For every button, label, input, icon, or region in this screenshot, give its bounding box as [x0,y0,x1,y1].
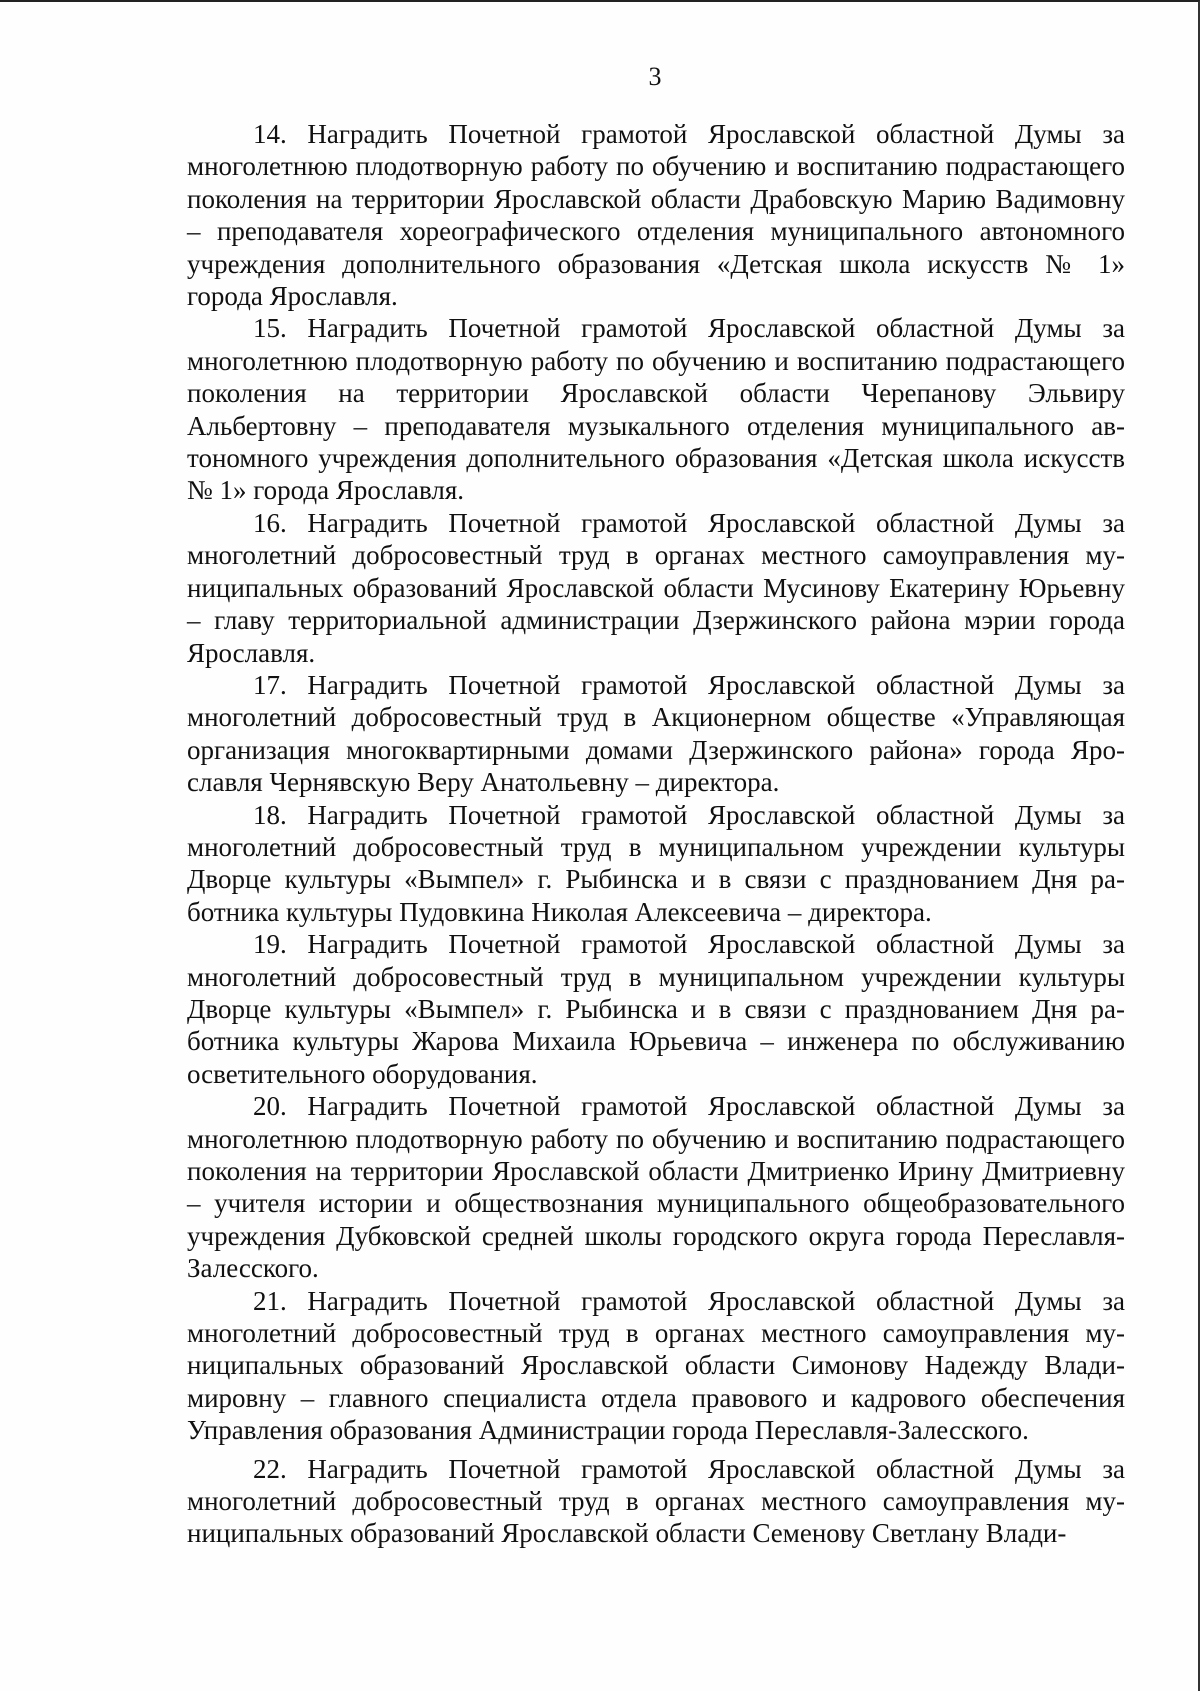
paragraph-20: 20. Наградить Почетной грамотой Ярославской областной Думы за многолетнюю плодотворную работу по обучению и воспитанию подрастающего поколения на территории Ярославской области Дмитриенко Ирину Дмитриевну – учителя истории и обществознания муниципального общеобразовательного учреждения Дубковской средней школы городского округа города Переславля-Залесского. [187,1091,1125,1284]
paragraph-17: 17. Наградить Почетной грамотой Ярославской областной Думы за многолетний добросовестный труд в Акционерном обществе «Управляющая организация многоквартирными домами Дзержинского района» города Ярославля Чернявскую Веру Анатольевну – директора. [187,669,1125,798]
paragraph-19: 19. Наградить Почетной грамотой Ярославской областной Думы за многолетний добросовестный труд в муниципальном учреждении культуры Дворце культуры «Вымпел» г. Рыбинска и в связи с празднованием Дня работника культуры Жарова Михаила Юрьевича – инженера по обслуживанию осветительного оборудования. [187,929,1125,1089]
paragraph-22: 22. Наградить Почетной грамотой Ярославской областной Думы за многолетний добросовестный труд в органах местного самоуправления муниципальных образований Ярославской области Семенову Светлану Влади- [187,1453,1125,1549]
paragraph-18: 18. Наградить Почетной грамотой Ярославской областной Думы за многолетний добросовестный труд в муниципальном учреждении культуры Дворце культуры «Вымпел» г. Рыбинска и в связи с празднованием Дня работника культуры Пудовкина Николая Алексеевича – директора. [187,799,1125,927]
page-number: 3 [648,62,662,91]
document-body [187,118,1125,1550]
paragraph-15: 15. Наградить Почетной грамотой Ярославской областной Думы за многолетнюю плодотворную работу по обучению и воспитанию подрастающего поколения на территории Ярославской области Черепанову Эльвиру Альбертовну – преподавателя музыкального отделения муниципального автономного учреждения дополнительного образования «Детская школа искусств № 1» города Ярославля. [187,313,1125,506]
paragraph-14: 14. Наградить Почетной грамотой Ярославской областной Думы за многолетнюю плодотворную работу по обучению и воспитанию подрастающего поколения на территории Ярославской области Драбовскую Марию Вадимовну – преподавателя хореографического отделения муниципального автономного учреждения дополнительного образования «Детская школа искусств № 1» города Ярославля. [187,119,1125,312]
paragraph-16: 16. Наградить Почетной грамотой Ярославской областной Думы за многолетний добросовестный труд в органах местного самоуправления муниципальных образований Ярославской области Мусинову Екатерину Юрьевну – главу территориальной администрации Дзержинского района мэрии города Ярославля. [187,507,1125,668]
paragraph-21: 21. Наградить Почетной грамотой Ярославской областной Думы за многолетний добросовестный труд в органах местного самоуправления муниципальных образований Ярославской области Симонову Надежду Владимировну – главного специалиста отдела правового и кадрового обеспечения Управления образования Администрации города Переславля-Залесского. [187,1285,1125,1446]
